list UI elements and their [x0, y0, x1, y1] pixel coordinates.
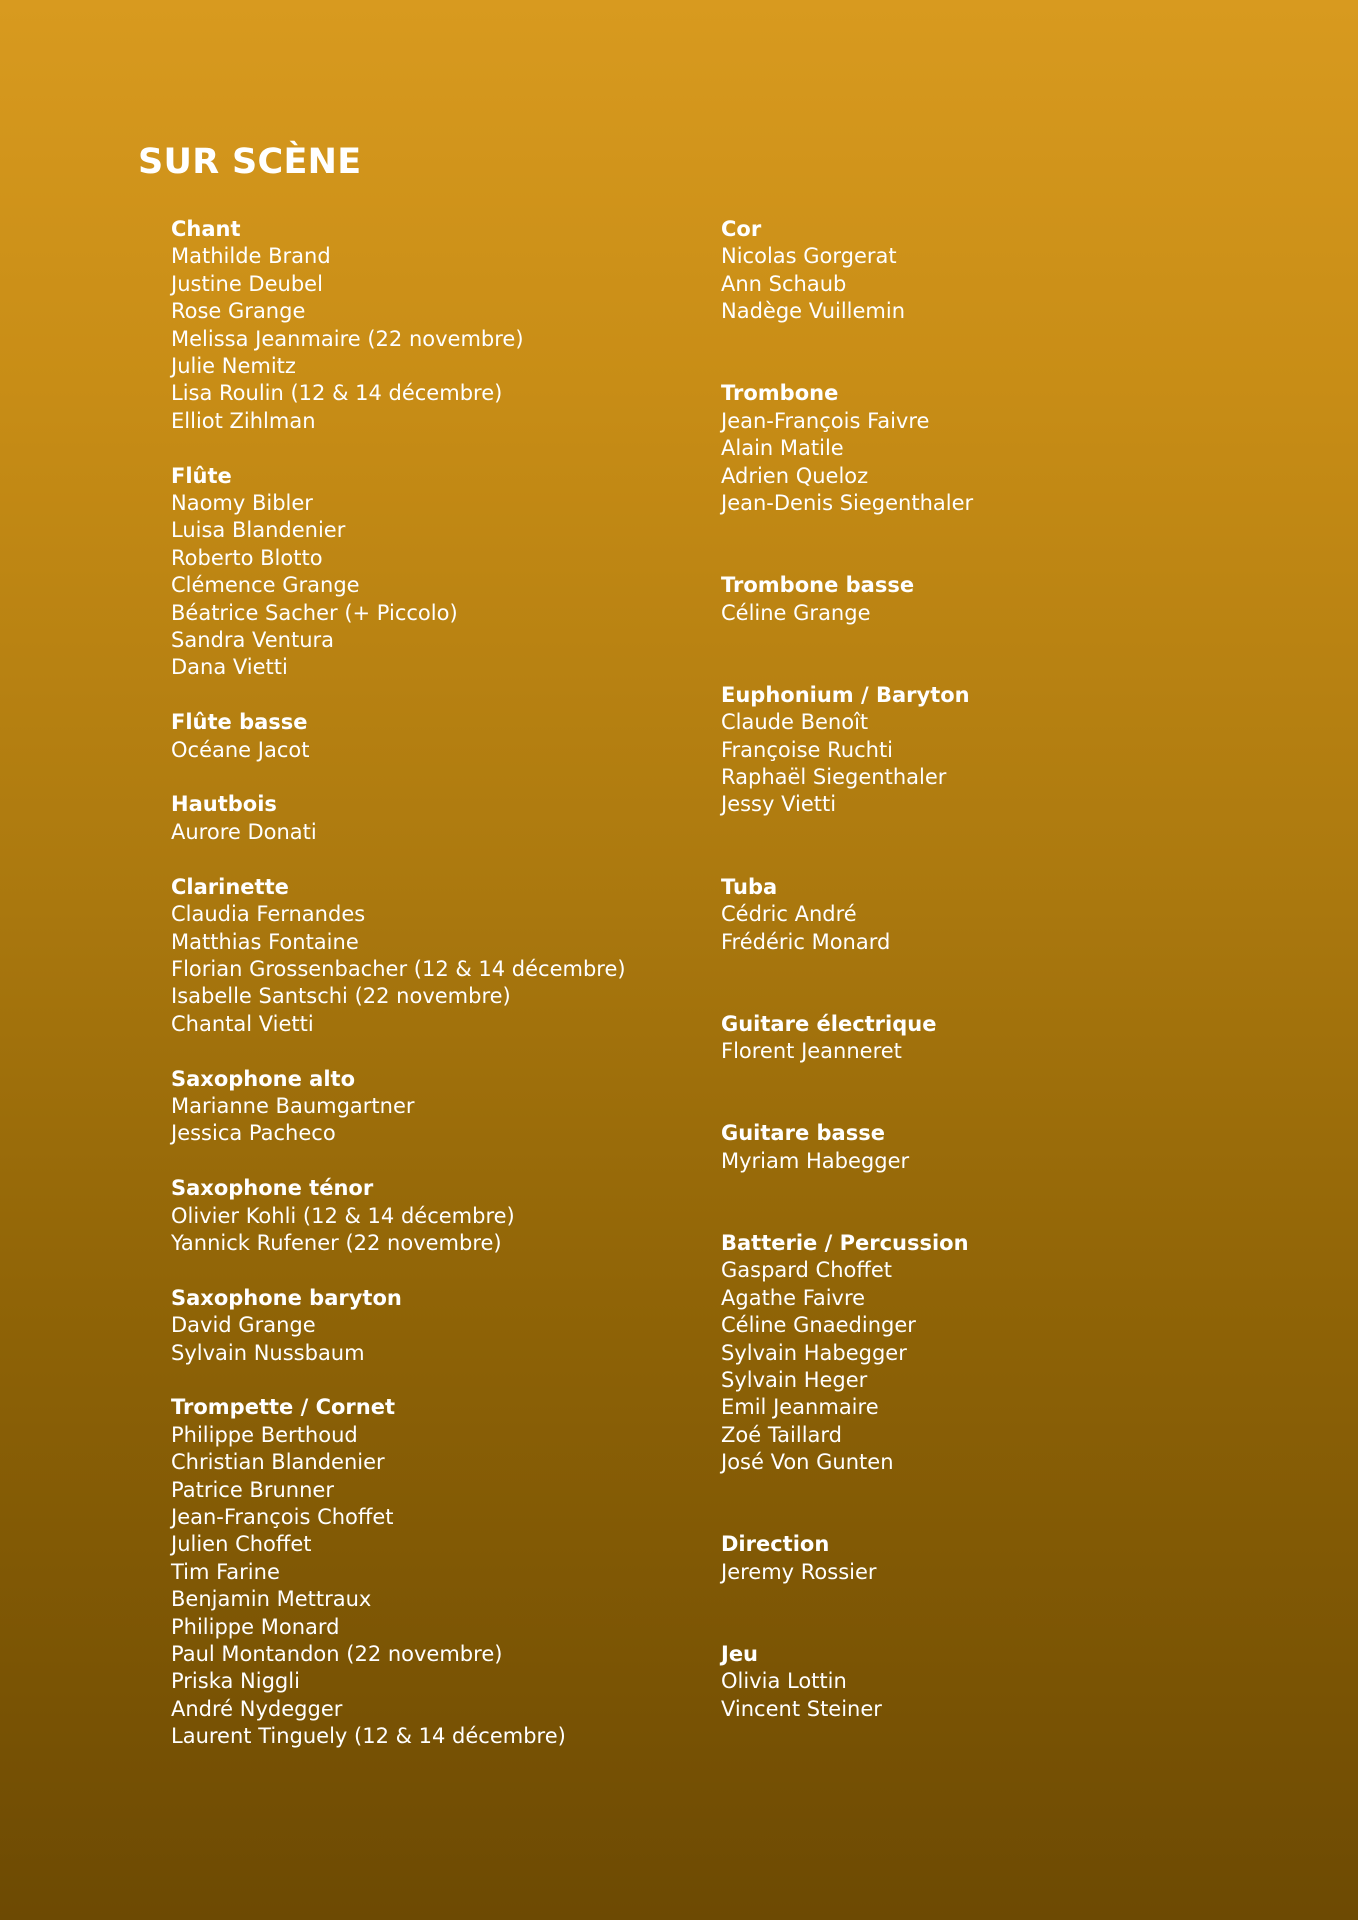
member-list: [171, 1422, 731, 1751]
member-list: [171, 243, 731, 435]
section-heading: Chant: [171, 217, 241, 241]
member-name: Laurent Tinguely (12 & 14 décembre): [171, 1724, 566, 1749]
member-name: Dana Vietti: [171, 655, 288, 680]
member-list: [721, 1038, 1281, 1065]
member-name: Isabelle Santschi (22 novembre): [171, 984, 511, 1009]
section-heading: Saxophone ténor: [171, 1176, 374, 1201]
member-name: Sandra Ventura: [171, 628, 335, 653]
member-name: José Von Gunten: [721, 1450, 894, 1475]
member-name: Françoise Ruchti: [721, 737, 894, 762]
member-name: Gaspard Choffet: [721, 1258, 892, 1283]
member-name: Christian Blandenier: [171, 1450, 385, 1475]
section-hautbois: [171, 791, 731, 846]
member-name: Philippe Monard: [171, 1614, 340, 1639]
member-name: Jean-Denis Siegenthaler: [721, 491, 974, 516]
member-name: Rose Grange: [171, 299, 306, 324]
member-name: André Nydegger: [171, 1696, 343, 1721]
member-name: Emil Jeanmaire: [721, 1395, 879, 1420]
section-heading: Trompette / Cornet: [171, 1395, 395, 1420]
member-name: Florent Jeanneret: [721, 1039, 902, 1064]
member-list: [171, 1203, 731, 1258]
member-list: [721, 600, 1281, 627]
section-clarinette: [171, 874, 731, 1038]
section-heading: Saxophone baryton: [171, 1285, 402, 1310]
section-heading: Flûte basse: [171, 710, 308, 735]
member-list: [171, 1312, 731, 1367]
member-list: [171, 490, 731, 682]
section-trompette-cornet: [171, 1394, 731, 1750]
section-heading: Euphonium / Baryton: [721, 682, 970, 707]
member-name: Jean-François Choffet: [171, 1504, 394, 1529]
page-title: SUR SCÈNE: [138, 142, 362, 182]
member-name: Océane Jacot: [171, 737, 310, 762]
member-name: Agathe Faivre: [721, 1285, 866, 1310]
member-name: Melissa Jeanmaire (22 novembre): [171, 326, 524, 351]
section-direction: [721, 1531, 1281, 1586]
member-name: Julie Nemitz: [171, 354, 296, 379]
member-name: Zoé Taillard: [721, 1422, 843, 1447]
member-name: Benjamin Mettraux: [171, 1587, 372, 1612]
member-name: Julien Choffet: [171, 1532, 312, 1557]
member-list: [721, 1257, 1281, 1476]
section-trombone: [721, 380, 1281, 517]
member-name: Myriam Habegger: [721, 1148, 910, 1173]
member-name: Priska Niggli: [171, 1669, 300, 1694]
section-heading: Trombone basse: [721, 573, 915, 598]
member-name: Raphaël Siegenthaler: [721, 765, 947, 790]
member-name: Lisa Roulin (12 & 14 décembre): [171, 381, 503, 406]
section-heading: Cor: [721, 217, 762, 241]
member-name: Jessy Vietti: [721, 792, 837, 817]
member-name: Sylvain Heger: [721, 1367, 868, 1392]
section-saxophone-baryton: [171, 1285, 731, 1367]
section-flute: [171, 463, 731, 682]
member-name: Marianne Baumgartner: [171, 1093, 415, 1118]
section-saxophone-alto: [171, 1066, 731, 1148]
member-name: Céline Gnaedinger: [721, 1313, 916, 1338]
right-column: [721, 216, 1281, 1723]
member-name: Roberto Blotto: [171, 545, 323, 570]
member-list: [721, 408, 1281, 518]
section-saxophone-tenor: [171, 1175, 731, 1257]
section-batterie-percussion: [721, 1230, 1281, 1477]
member-name: Olivier Kohli (12 & 14 décembre): [171, 1203, 515, 1228]
member-name: Sylvain Nussbaum: [171, 1340, 365, 1365]
member-name: Nicolas Gorgerat: [721, 244, 897, 269]
member-name: Florian Grossenbacher (12 & 14 décembre): [171, 956, 626, 981]
section-heading: Hautbois: [171, 792, 277, 817]
member-list: [171, 819, 731, 846]
member-name: Clémence Grange: [171, 573, 360, 598]
section-heading: Guitare électrique: [721, 1011, 937, 1036]
member-name: Nadège Vuillemin: [721, 299, 906, 324]
member-name: Naomy Bibler: [171, 491, 313, 516]
member-name: Céline Grange: [721, 600, 871, 625]
section-euphonium-baryton: [721, 682, 1281, 819]
member-name: Tim Farine: [171, 1559, 280, 1584]
section-heading: Direction: [721, 1532, 830, 1557]
member-list: [171, 901, 731, 1038]
member-list: [721, 1559, 1281, 1586]
member-name: Adrien Queloz: [721, 463, 869, 488]
member-name: Mathilde Brand: [171, 244, 331, 269]
member-name: Béatrice Sacher (+ Piccolo): [171, 600, 458, 625]
member-name: Frédéric Monard: [721, 929, 891, 954]
member-name: Philippe Berthoud: [171, 1422, 358, 1447]
member-name: Olivia Lottin: [721, 1669, 847, 1694]
member-name: Paul Montandon (22 novembre): [171, 1642, 503, 1666]
section-flute-basse: [171, 709, 731, 764]
member-name: Chantal Vietti: [171, 1011, 314, 1036]
member-list: [721, 1668, 1281, 1723]
member-list: [721, 901, 1281, 956]
member-name: Aurore Donati: [171, 819, 317, 844]
section-cor: [721, 216, 1281, 326]
member-name: Sylvain Habegger: [721, 1340, 907, 1365]
section-heading: Saxophone alto: [171, 1066, 356, 1091]
member-list: [721, 243, 1281, 325]
member-name: Patrice Brunner: [171, 1477, 334, 1502]
section-heading: Trombone: [721, 381, 839, 406]
member-list: [171, 1093, 731, 1148]
member-name: Yannick Rufener (22 novembre): [171, 1230, 502, 1255]
section-guitare-electrique: [721, 1011, 1281, 1066]
member-list: [721, 1148, 1281, 1175]
member-list: [721, 709, 1281, 819]
member-name: David Grange: [171, 1313, 316, 1338]
member-name: Jessica Pacheco: [171, 1121, 336, 1146]
member-name: Matthias Fontaine: [171, 929, 359, 954]
member-name: Vincent Steiner: [721, 1696, 882, 1721]
member-name: Jeremy Rossier: [721, 1559, 877, 1584]
member-list: [171, 737, 731, 764]
section-trombone-basse: [721, 572, 1281, 627]
member-name: Elliot Zihlman: [171, 408, 316, 433]
member-name: Jean-François Faivre: [721, 408, 930, 433]
section-heading: Batterie / Percussion: [721, 1230, 969, 1255]
section-jeu: [721, 1641, 1281, 1723]
member-name: Claudia Fernandes: [171, 902, 366, 927]
member-name: Cédric André: [721, 902, 857, 927]
section-heading: Clarinette: [171, 874, 289, 899]
left-column: [171, 216, 731, 1751]
section-guitare-basse: [721, 1120, 1281, 1175]
section-heading: Tuba: [721, 874, 778, 899]
member-name: Alain Matile: [721, 436, 844, 461]
member-name: Luisa Blandenier: [171, 518, 346, 543]
section-heading: Guitare basse: [721, 1121, 885, 1146]
member-name: Ann Schaub: [721, 271, 847, 296]
section-heading: Jeu: [721, 1641, 759, 1666]
member-name: Justine Deubel: [171, 271, 323, 296]
section-tuba: [721, 874, 1281, 956]
section-chant: [171, 216, 731, 435]
section-heading: Flûte: [171, 463, 232, 488]
member-name: Claude Benoît: [721, 710, 869, 735]
